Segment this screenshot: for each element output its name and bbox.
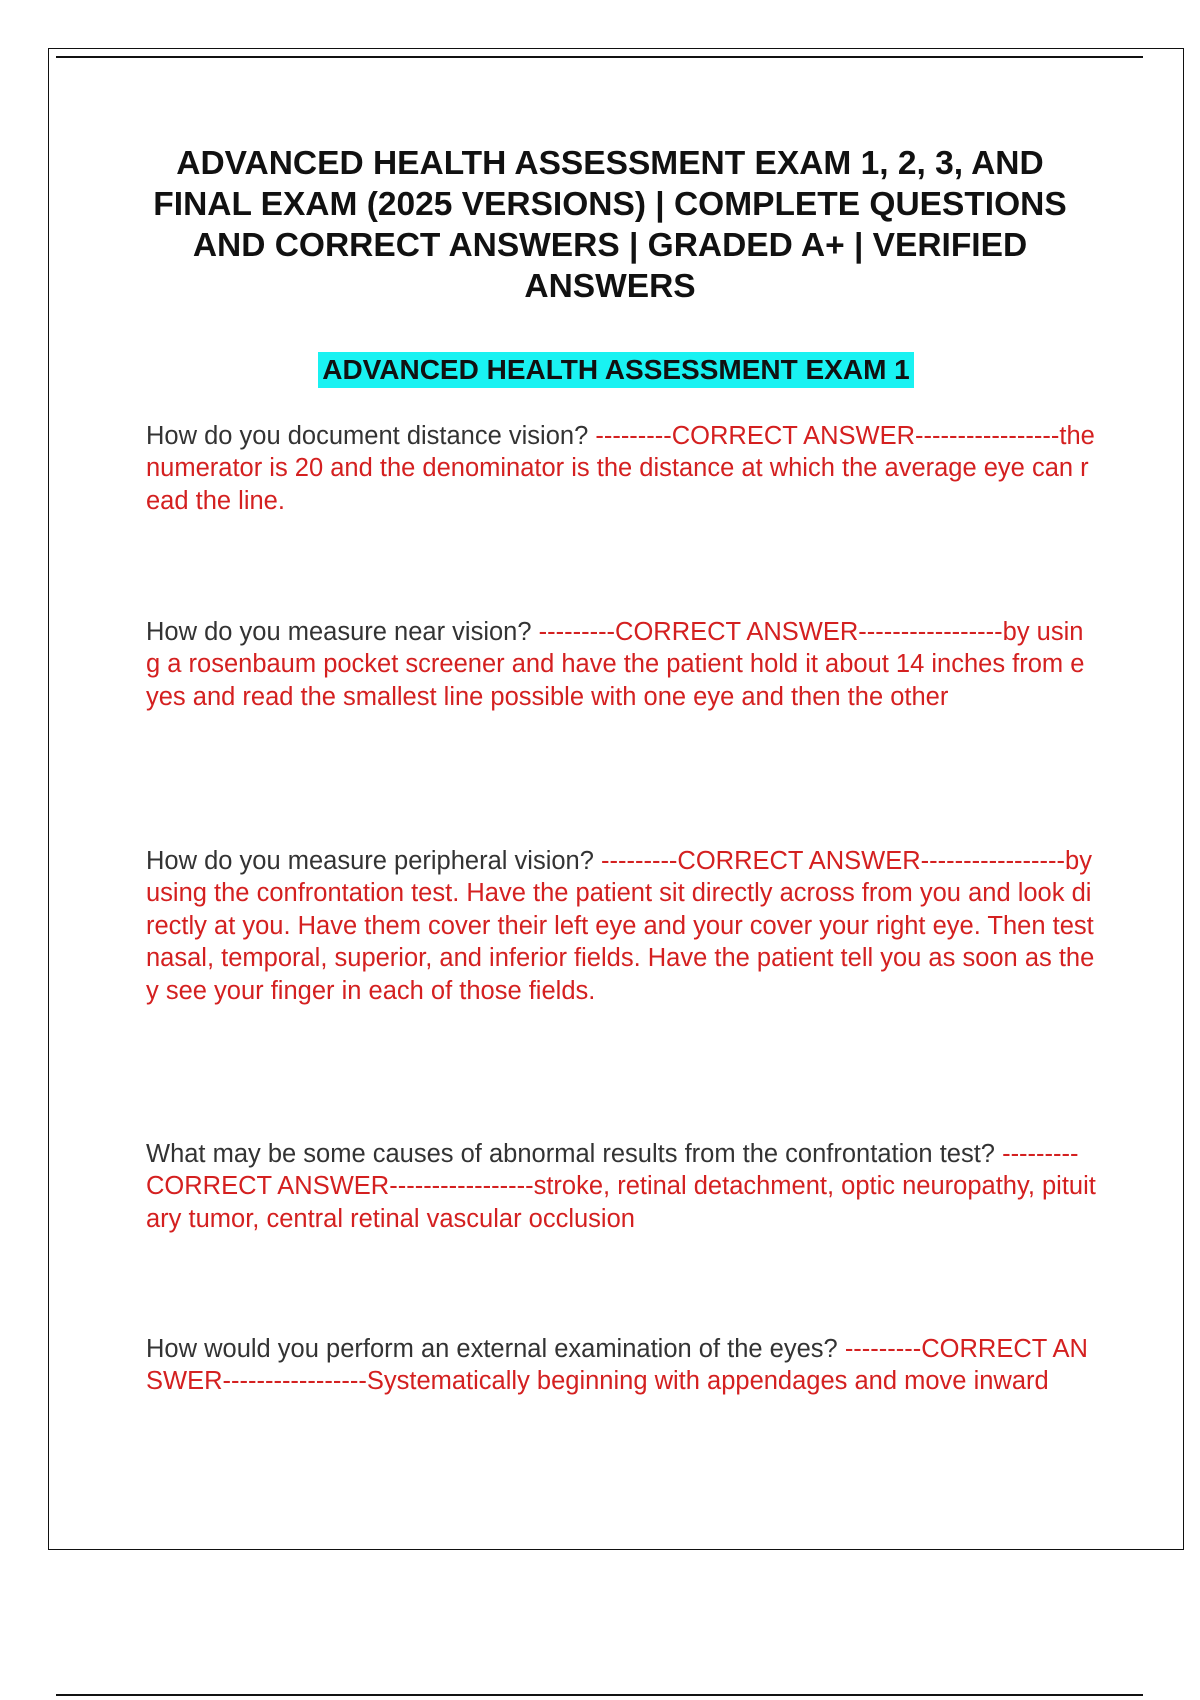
correct-answer-marker: ---------CORRECT ANSWER----------------- bbox=[595, 422, 1060, 450]
correct-answer-marker: ---------CORRECT ANSWER----------------- bbox=[538, 618, 1003, 646]
answer-text: stroke, retinal detachment, optic neuropathy, pituitary tumor, central retinal vascular occlusion bbox=[146, 1172, 1096, 1233]
question-text: How would you perform an external examination of the eyes? bbox=[146, 1335, 845, 1363]
answer-text: by using the confrontation test. Have the patient sit directly across from you and look directly at you. Have them cover their left eye and your cover your right eye. Then test nasal, temporal, superior, and inferior fields. Have the patient tell you as soon as they see your finger in each of those fields. bbox=[146, 847, 1095, 1005]
correct-answer-marker: ---------CORRECT ANSWER----------------- bbox=[601, 847, 1066, 875]
answer-text: by using a rosenbaum pocket screener and have the patient hold it about 14 inches from eyes and read the smallest line possible with one eye and then the other bbox=[146, 618, 1085, 711]
question-text: What may be some causes of abnormal results from the confrontation test? bbox=[146, 1140, 1003, 1168]
qa-item-5 bbox=[146, 1333, 1096, 1398]
question-text: How do you document distance vision? bbox=[146, 422, 596, 450]
correct-answer-marker: ---------CORRECT ANSWER----------------- bbox=[146, 1335, 1088, 1396]
top-rule bbox=[56, 56, 1143, 58]
answer-text: Systematically beginning with appendages and move inward bbox=[366, 1367, 1049, 1396]
section-heading-wrap bbox=[0, 352, 1200, 388]
qa-item-2 bbox=[146, 616, 1096, 713]
answer-text: the numerator is 20 and the denominator is the distance at which the average eye can read the line. bbox=[146, 422, 1095, 515]
qa-item-4 bbox=[146, 1138, 1096, 1235]
question-text: How do you measure peripheral vision? bbox=[146, 847, 601, 875]
bottom-rule bbox=[56, 1694, 1143, 1696]
correct-answer-marker: ---------CORRECT ANSWER----------------- bbox=[146, 1140, 1079, 1201]
qa-item-1 bbox=[146, 420, 1096, 517]
document-title: ADVANCED HEALTH ASSESSMENT EXAM 1, 2, 3, AND FINAL EXAM (2025 VERSIONS) | COMPLETE QUESTIONS AND CORRECT ANSWERS | GRADED A+ | VERIFIED ANSWERS bbox=[153, 145, 1067, 305]
section-heading: ADVANCED HEALTH ASSESSMENT EXAM 1 bbox=[318, 352, 914, 388]
qa-item-3 bbox=[146, 845, 1096, 1007]
question-text: How do you measure near vision? bbox=[146, 618, 539, 646]
